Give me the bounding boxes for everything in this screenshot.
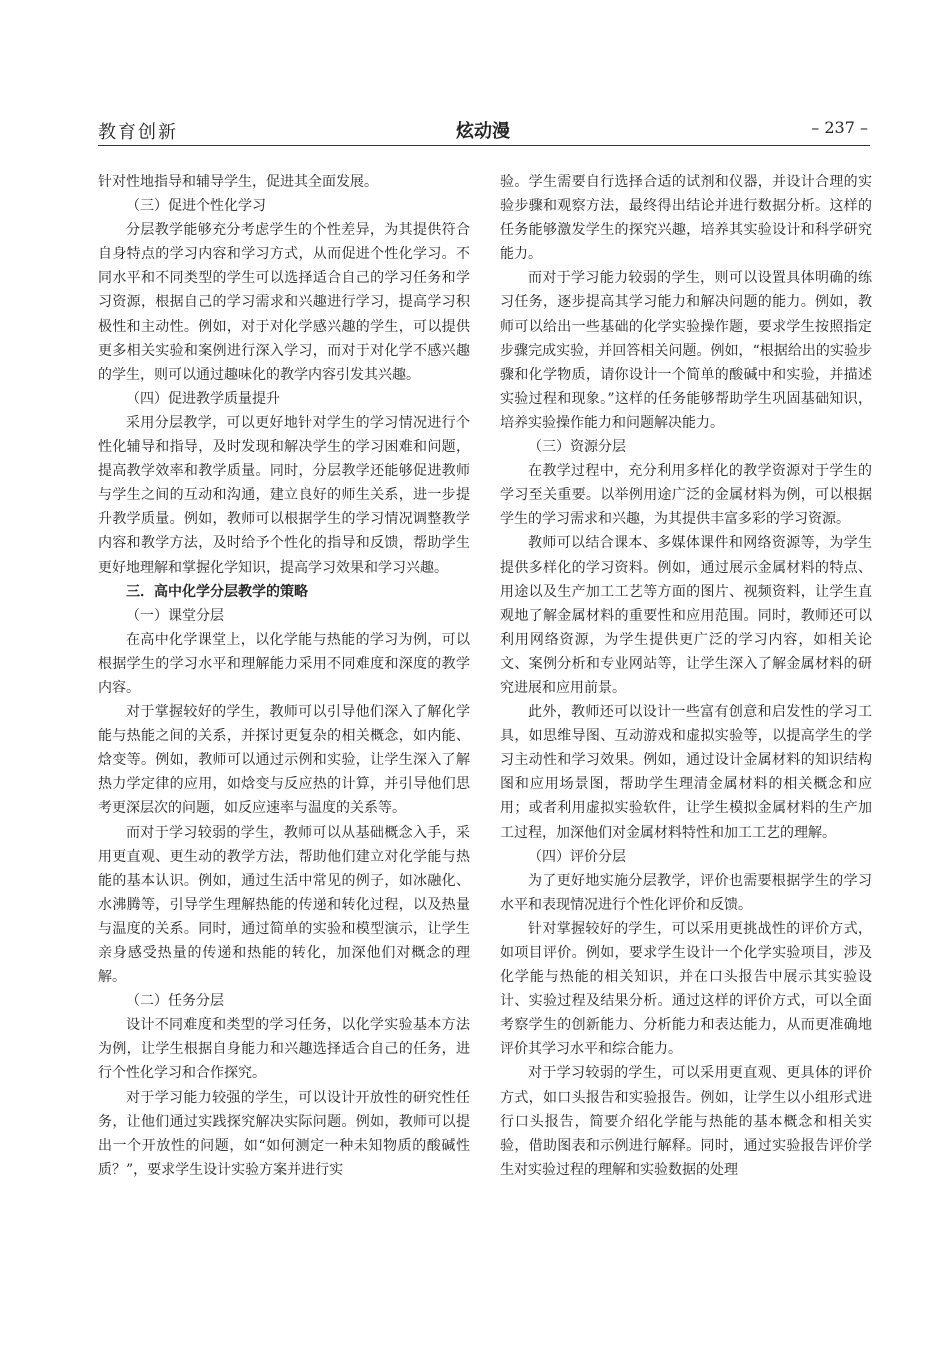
paragraph: 在高中化学课堂上，以化学能与热能的学习为例，可以根据学生的学习水平和理解能力采用不同难度和深度的教学内容。 [98, 631, 470, 696]
subsection-heading: （四）促进教学质量提升 [126, 390, 280, 407]
journal-title: 炫动漫 [456, 121, 510, 142]
paragraph: 验。学生需要自行选择合适的试剂和仪器，并设计合理的实验步骤和观察方法，最终得出结论并进行数据分析。这样的任务能够激发学生的探究兴趣，培养其实验设计和科学研究能力。 [500, 174, 872, 263]
subsection-heading: （三）促进个性化学习 [126, 198, 266, 215]
subsection-heading: （四）评价分层 [528, 848, 626, 865]
paragraph: 对于学习较弱的学生，可以采用更直观、更具体的评价方式，如口头报告和实验报告。例如，让学生以小组形式进行口头报告，简要介绍化学能与热能的基本概念和相关实验，借助图表和示例进行解释。同时，通过实验报告评价学生对实验过程的理解和实验数据的处理 [500, 1065, 872, 1178]
subsection-heading: （一）课堂分层 [126, 607, 224, 624]
journal-name: 教育创新 [98, 122, 178, 143]
paragraph: 针对性地指导和辅导学生，促进其全面发展。 [98, 174, 378, 190]
paragraph: 设计不同难度和类型的学习任务，以化学实验基本方法为例，让学生根据自身能力和兴趣选择适合自己的任务，进行个性化学习和合作探究。 [98, 1017, 470, 1082]
paragraph: 教师可以结合课本、多媒体课件和网络资源等，为学生提供多样化的学习资料。例如，通过展示金属材料的特点、用途以及生产加工工艺等方面的图片、视频资料，让学生直观地了解金属材料的重要性和应用范围。同时，教师还可以利用网络资源，为学生提供更广泛的学习内容，如相关论文、案例分析和专业网站等，让学生深入了解金属材料的研究进展和应用前景。 [500, 535, 872, 696]
header-rule [98, 145, 870, 146]
left-column [98, 170, 470, 1182]
paragraph: 分层教学能够充分考虑学生的个性差异，为其提供符合自身特点的学习内容和学习方式，从而促进个性化学习。不同水平和不同类型的学生可以选择适合自己的学习任务和学习资源，根据自己的学习需求和兴趣进行学习，提高学习积极性和主动性。例如，对于对化学感兴趣的学生，可以提供更多相关实验和案例进行深入学习，而对于对化学不感兴趣的学生，则可以通过趣味化的教学内容引发其兴趣。 [98, 222, 470, 383]
section-heading: 三．高中化学分层教学的策略 [126, 583, 308, 600]
page-number: – 237 – [811, 118, 868, 137]
right-column [500, 170, 872, 1182]
paragraph: 对于学习能力较强的学生，可以设计开放性的研究性任务，让他们通过实践探究解决实际问题。例如，教师可以提出一个开放性的问题，如“如何测定一种未知物质的酸碱性质？”，要求学生设计实验方案并进行实 [98, 1089, 470, 1178]
paragraph: 为了更好地实施分层教学，评价也需要根据学生的学习水平和表现情况进行个性化评价和反馈。 [500, 872, 872, 913]
page-header [98, 118, 868, 148]
paragraph: 针对掌握较好的学生，可以采用更挑战性的评价方式，如项目评价。例如，要求学生设计一个化学实验项目，涉及化学能与热能的相关知识，并在口头报告中展示其实验设计、实验过程及结果分析。通过这样的评价方式，可以全面考察学生的创新能力、分析能力和表达能力，从而更准确地评价其学习水平和综合能力。 [500, 920, 872, 1058]
paragraph: 对于掌握较好的学生，教师可以引导他们深入了解化学能与热能之间的关系，并探讨更复杂的相关概念，如内能、焓变等。例如，教师可以通过示例和实验，让学生深入了解热力学定律的应用，如焓变与反应热的计算，并引导他们思考更深层次的问题，如反应速率与温度的关系等。 [98, 704, 470, 817]
paragraph: 而对于学习较弱的学生，教师可以从基础概念入手，采用更直观、更生动的教学方法，帮助他们建立对化学能与热能的基本认识。例如，通过生活中常见的例子，如冰融化、水沸腾等，引导学生理解热能的传递和转化过程，以及热量与温度的关系。同时，通过简单的实验和模型演示，让学生亲身感受热量的传递和热能的转化，加深他们对概念的理解。 [98, 824, 470, 986]
subsection-heading: （二）任务分层 [126, 993, 224, 1010]
paragraph: 在教学过程中，充分利用多样化的教学资源对于学生的学习至关重要。以举例用途广泛的金属材料为例，可以根据学生的学习需求和兴趣，为其提供丰富多彩的学习资源。 [500, 463, 872, 528]
paragraph: 此外，教师还可以设计一些富有创意和启发性的学习工具，如思维导图、互动游戏和虚拟实验等，以提高学生的学习主动性和学习效果。例如，通过设计金属材料的知识结构图和应用场景图，帮助学生理清金属材料的相关概念和应用；或者利用虚拟实验软件，让学生模拟金属材料的生产加工过程，加深他们对金属材料特性和加工工艺的理解。 [500, 704, 872, 841]
subsection-heading: （三）资源分层 [528, 439, 626, 456]
paragraph: 采用分层教学，可以更好地针对学生的学习情况进行个性化辅导和指导，及时发现和解决学生的学习困难和问题，提高教学效率和教学质量。同时，分层教学还能够促进教师与学生之间的互动和沟通，建立良好的师生关系，进一步提升教学质量。例如，教师可以根据学生的学习情况调整教学内容和教学方法，及时给予个性化的指导和反馈，帮助学生更好地理解和掌握化学知识，提高学习效果和学习兴趣。 [98, 414, 470, 576]
paragraph: 而对于学习能力较弱的学生，则可以设置具体明确的练习任务，逐步提高其学习能力和解决问题的能力。例如，教师可以给出一些基础的化学实验操作题，要求学生按照指定步骤完成实验，并回答相关问题。例如，“根据给出的实验步骤和化学物质，请你设计一个简单的酸碱中和实验，并描述实验过程和现象。”这样的任务能够帮助学生巩固基础知识，培养实验操作能力和问题解决能力。 [500, 270, 872, 431]
